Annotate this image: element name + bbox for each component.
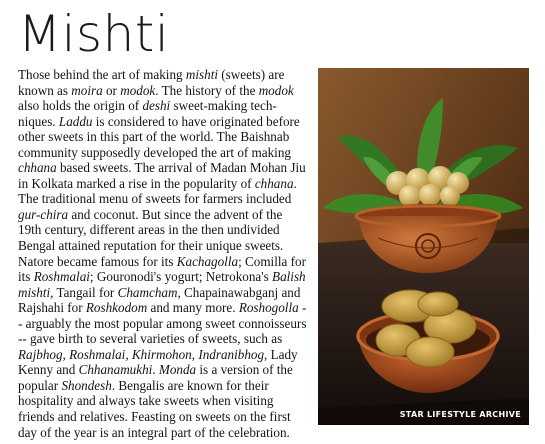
text-run: , Chapainawabganj and Rajshahi for (18, 284, 301, 316)
italic-term: modok (258, 82, 294, 98)
text-run: (sweets) are known as (18, 67, 285, 98)
text-run: , Tangail for (50, 284, 118, 300)
italic-term: Roshkodom (85, 300, 148, 316)
text-run: also holds the origin of (18, 98, 143, 114)
sweets-photo (318, 68, 529, 425)
text-run: , Lady Kenny and (18, 346, 298, 378)
italic-term: gur-chira (18, 206, 69, 222)
text-run: and many more. (147, 300, 239, 316)
text-run: . The traditional menu of sweets for farmers included (18, 175, 297, 207)
text-run: is a version of the popular (18, 362, 293, 393)
italic-term: Shondesh (61, 377, 112, 393)
text-run: is considered to have originated before other sweets in this part of the world. The Baishnab community supposedly developed the art of making (18, 113, 300, 160)
italic-term: Laddu (58, 113, 93, 129)
text-run: or (102, 82, 121, 98)
text-run: ; Gouronodi's yogurt; Netrokona's (89, 269, 273, 285)
text-run: and coconut. But since the advent of the 19th century, different areas in the then undivided Bengal attained reputation for their unique sweets. Natore became famous for its (18, 206, 284, 269)
italic-term: mishti (185, 67, 219, 82)
text-run: -- arguably the most popular among sweet connoisseurs -- gave birth to several varieties of sweets, such as (18, 300, 307, 347)
italic-term: Roshmalai (33, 269, 90, 285)
text-run: . Bengalis are known for their hospitality and always take sweets when visiting friends and relatives. Feasting on sweets on the first day of the year is an integral part of the celebration. (18, 377, 291, 440)
italic-term: Kachagolla (176, 253, 239, 269)
text-run: sweet-making tech-niques. (18, 98, 277, 129)
italic-term: deshi (142, 98, 171, 114)
photo-credit: STAR LIFESTYLE ARCHIVE (399, 410, 521, 419)
text-run: based sweets. The arrival of Madan Mohan Jiu in Kolkata marked a rise in the popularity of (18, 160, 306, 191)
italic-term: chhana (18, 160, 57, 176)
sweets-illustration (318, 68, 529, 425)
page-title: Mishti (18, 5, 170, 63)
text-run: ; Comilla for its (18, 253, 306, 285)
text-run: Those behind the art of making (18, 67, 186, 82)
italic-term: moira (71, 82, 103, 98)
italic-term: Rajbhog, Roshmalai, Khirmohon, Indranibhog (18, 346, 265, 362)
italic-term: Roshogolla (238, 300, 299, 316)
text-run: . The history of the (155, 82, 259, 98)
text-run: . (152, 362, 159, 378)
italic-term: Balish mishti (18, 269, 306, 300)
italic-term: Chamcham (117, 284, 178, 300)
italic-term: chhana (254, 175, 294, 191)
italic-term: Chhanamukhi (78, 362, 153, 378)
article-text (18, 67, 308, 440)
italic-term: modok (120, 82, 156, 98)
italic-term: Monda (158, 362, 197, 378)
